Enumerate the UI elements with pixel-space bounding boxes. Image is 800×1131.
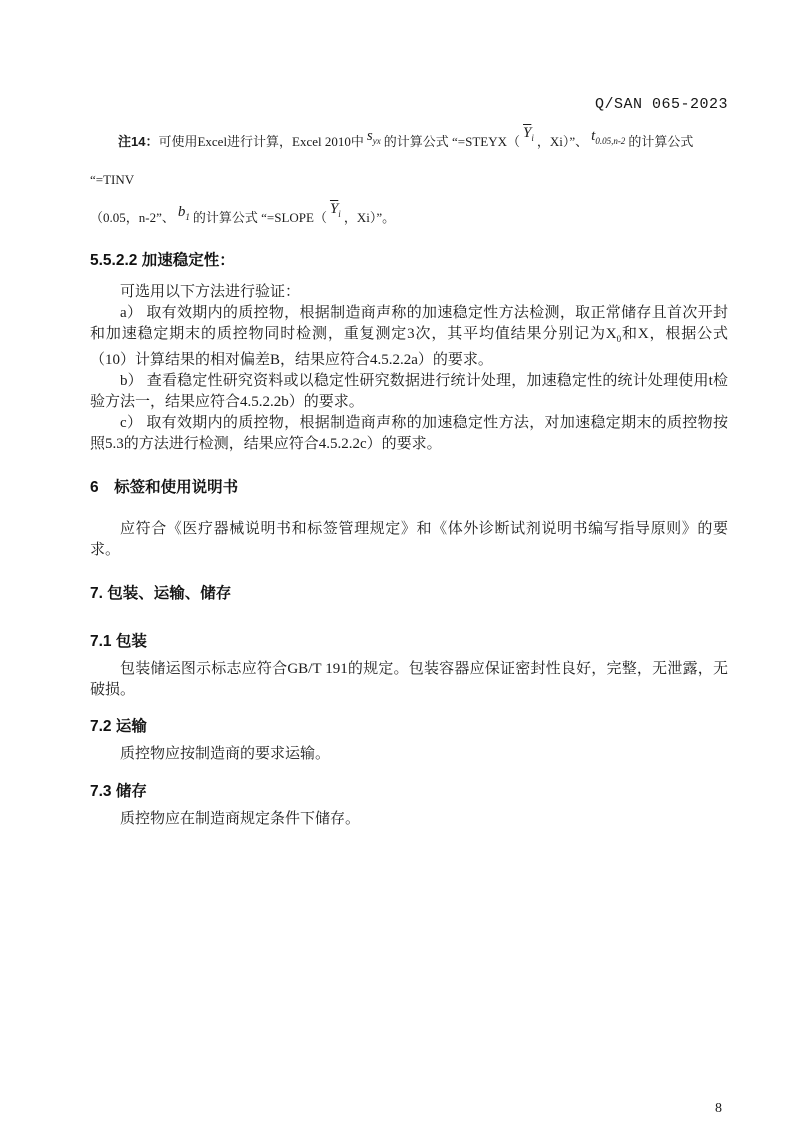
page-number: 8 [715, 1101, 722, 1116]
heading-7: 7. 包装、运输、储存 [90, 585, 232, 602]
paragraph-section-7.3: 质控物应在制造商规定条件下储存。 [120, 811, 361, 827]
math-s-yx: $s_{yx}$ [366, 128, 381, 146]
heading-5.5.2.2: 5.5.2.2 加速稳定性： [90, 252, 235, 269]
paragraph-intro: 可选用以下方法进行验证： [120, 284, 301, 300]
item-a-text: 和X，根据公式（10）计算结果的相对偏差B，结果应符合4.5.2.2a）的要求。 [90, 326, 728, 368]
item-a-text: a） 取有效期内的质控物，根据制造商声称的加速稳定性方法检测，取正常储存且首次开封和加速稳定期末的质控物同时检测，重复测定3次，其平均值结果分别记为X [90, 305, 728, 342]
math-y-bar-i: $\overline{Y}_i$ [329, 201, 341, 219]
paragraph-item-c: c） 取有效期内的质控物，根据制造商声称的加速稳定性方法，对加速稳定期末的质控物按照5.3的方法进行检测，结果应符合4.5.2.2c）的要求。 [90, 415, 728, 452]
note-14 [90, 123, 728, 237]
note-text-segment: 可使用Excel进行计算，Excel 2010中 [158, 134, 364, 149]
page-content [90, 96, 728, 830]
paragraph-section-7.1: 包装储运图示标志应符合GB/T 191的规定。包装容器应保证密封性良好，完整，无泄露，无破损。 [90, 661, 728, 698]
paragraph-item-b: b） 查看稳定性研究资料或以稳定性研究数据进行统计处理，加速稳定性的统计处理使用t检验方法一，结果应符合4.5.2.2b）的要求。 [90, 373, 728, 410]
paragraph-item-a [90, 303, 728, 371]
paragraph-section-7.2: 质控物应按制造商的要求运输。 [120, 746, 331, 762]
math-y-bar-i: $\overline{Y}_i$ [523, 125, 534, 143]
paragraph-section-6: 应符合《医疗器械说明书和标签管理规定》和《体外诊断试剂说明书编写指导原则》的要求。 [90, 521, 728, 558]
note-text-segment: （0.05，n-2”、 [90, 210, 175, 225]
note-text-segment: 的计算公式 “=TINV [90, 134, 694, 187]
heading-7.2: 7.2 运输 [90, 718, 147, 735]
note-text-segment: 的计算公式 “=SLOPE（ [192, 210, 327, 225]
subscript-0: 0 [616, 334, 622, 344]
note-label: 注14： [118, 134, 159, 149]
heading-6: 6 标签和使用说明书 [90, 479, 239, 496]
math-b-1: $b_1$ [177, 204, 190, 222]
document-number: Q/SAN 065-2023 [594, 96, 728, 113]
note-text-segment: ，Xi）”。 [343, 210, 396, 225]
heading-7.1: 7.1 包装 [90, 633, 147, 650]
note-text-segment: ，Xi）”、 [536, 134, 589, 149]
math-t-0.05-n-2: $t_{0.05,n-2}$ [591, 128, 626, 146]
heading-7.3: 7.3 储存 [90, 783, 147, 800]
note-text-segment: 的计算公式 “=STEYX（ [383, 134, 520, 149]
